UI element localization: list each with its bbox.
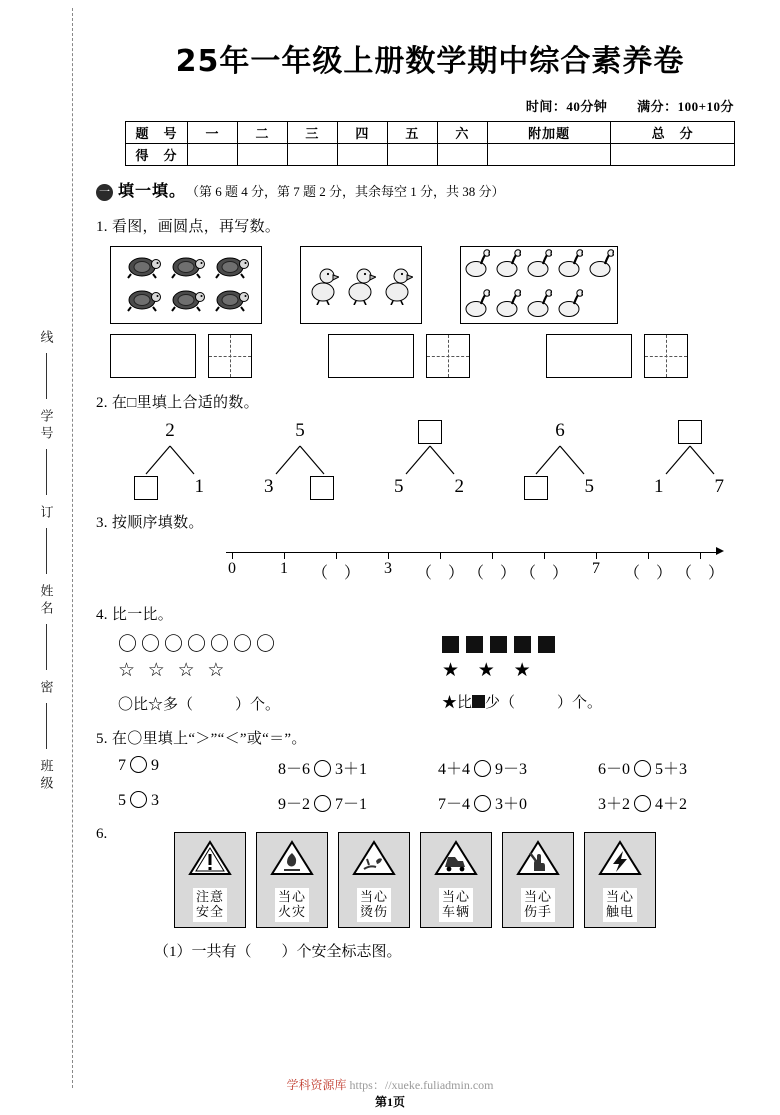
expression-item (598, 756, 758, 779)
filled-square-icon (514, 636, 531, 653)
question-3-text: 3. 按顺序填数。 (96, 515, 204, 531)
tick (336, 552, 337, 559)
expr-right: 4＋2 (655, 796, 688, 813)
sign-label (603, 888, 637, 922)
operator-circle[interactable] (314, 795, 331, 812)
side-label-3: 姓名 (38, 584, 54, 618)
circle-row: 〇〇〇〇〇〇〇 (118, 634, 280, 655)
numline-label-2[interactable]: （ ） (311, 565, 361, 582)
decomp-right-box[interactable] (310, 476, 334, 506)
duck-icon (309, 261, 339, 310)
table-row (126, 122, 735, 144)
expr-left: 3＋2 (598, 796, 631, 813)
tick (700, 552, 701, 559)
watermark (0, 1076, 780, 1093)
operator-circle[interactable] (130, 791, 147, 808)
turtle-icon (122, 286, 162, 317)
operator-circle[interactable] (634, 795, 651, 812)
sign-label-line1: 当心 (359, 890, 388, 905)
number-write-box[interactable] (644, 334, 688, 378)
expr-right: 5＋3 (655, 761, 688, 778)
fold-line (72, 8, 73, 1088)
sign-label (521, 888, 555, 922)
exam-meta (96, 96, 734, 115)
sign-label-line1: 当心 (523, 890, 552, 905)
score-cell-5[interactable] (387, 144, 437, 166)
compare-right-question (442, 691, 676, 712)
decomp-top-value: 2 (165, 420, 175, 441)
expr-left: 8－6 (278, 761, 311, 778)
expression-item (278, 791, 438, 814)
duck-picture-box (300, 246, 422, 324)
watermark-brand: 学科资源库 (286, 1078, 347, 1092)
safety-sign-1 (174, 832, 246, 928)
sign-label-line2: 安全 (195, 905, 224, 920)
expression-item (118, 791, 278, 814)
decomp-right-value: 5 (584, 476, 594, 497)
question-4-text: 4. 比一比。 (96, 607, 174, 623)
operator-circle[interactable] (314, 760, 331, 777)
compare-left-column (96, 632, 386, 714)
decomp-left-value: 5 (394, 476, 404, 497)
sign-label (439, 888, 473, 922)
expr-right: 3＋1 (335, 761, 368, 778)
turtle-icon (166, 286, 206, 317)
numline-label-8[interactable]: （ ） (623, 565, 673, 582)
goose-icon (464, 287, 490, 324)
sign-label-line2: 车辆 (441, 905, 470, 920)
turtle-icon (210, 286, 250, 317)
expression-item (438, 756, 598, 779)
answer-group-2 (328, 334, 470, 378)
goose-icon (495, 287, 521, 324)
turtle-icon (122, 253, 162, 284)
watermark-url: https：//xueke.fuliadmin.com (346, 1078, 494, 1092)
sign-label (193, 888, 227, 922)
score-col-6: 六 (437, 122, 487, 144)
score-cell-extra[interactable] (487, 144, 611, 166)
sign-label-line2: 触电 (605, 905, 634, 920)
sign-label-line2: 火灾 (277, 905, 306, 920)
section-note: （第 6 题 4 分，第 7 题 2 分，其余每空 1 分，共 38 分） (186, 184, 505, 199)
numline-label-3: 3 (384, 560, 392, 577)
warning-burn-icon (352, 839, 396, 882)
numline-label-0: 0 (228, 560, 236, 577)
sign-label-line1: 注意 (195, 890, 224, 905)
filled-square-icon (490, 636, 507, 653)
compare-left-q-post: ）个。 (235, 697, 281, 713)
question-5-text: 5. 在〇里填上“＞”“＜”或“＝”。 (96, 731, 307, 747)
tick (440, 552, 441, 559)
number-write-box[interactable] (208, 334, 252, 378)
expr-left: 7 (118, 757, 126, 774)
safety-sign-5 (502, 832, 574, 928)
expression-item (438, 791, 598, 814)
compare-left-question (118, 693, 386, 714)
safety-sign-6 (584, 832, 656, 928)
page-title: 25年一年级上册数学期中综合素养卷 (175, 44, 685, 79)
question-4-compare (96, 632, 764, 714)
goose-icon (557, 247, 583, 284)
score-col-4: 四 (337, 122, 387, 144)
answer-group-3 (546, 334, 688, 378)
sign-label-line2: 伤手 (523, 905, 552, 920)
warning-vehicle-icon (434, 839, 478, 882)
expr-right: 9－3 (495, 761, 528, 778)
score-cell-3[interactable] (287, 144, 337, 166)
numline-label-5[interactable]: （ ） (467, 565, 517, 582)
question-2-text: 2. 在□里填上合适的数。 (96, 395, 259, 411)
decomp-left-value: 1 (654, 476, 664, 497)
side-rule (46, 528, 47, 574)
tick (492, 552, 493, 559)
star-row-filled: ★ ★ ★ (442, 660, 538, 681)
expr-right: 3＋0 (495, 796, 528, 813)
filled-square-icon (442, 636, 459, 653)
score-row-label: 得 分 (126, 144, 188, 166)
decomp-left-box[interactable] (134, 476, 158, 506)
warning-hand-injury-icon (516, 839, 560, 882)
side-label-0: 线 (38, 330, 54, 347)
dot-draw-box[interactable] (328, 334, 414, 378)
tick (648, 552, 649, 559)
section-number-badge: 一 (96, 184, 113, 201)
section-title: 填一填。 (118, 183, 187, 200)
decomp-left-box[interactable] (524, 476, 548, 506)
decomp-left-value: 3 (264, 476, 274, 497)
side-rule (46, 449, 47, 495)
goose-icon (526, 247, 552, 284)
decomp-top-value: 5 (295, 420, 305, 441)
exam-total: 满分：100+10分 (637, 99, 734, 114)
decomposition-2 (246, 420, 354, 498)
side-rule (46, 624, 47, 670)
dot-draw-box[interactable] (110, 334, 196, 378)
expression-item (118, 756, 278, 779)
numline-label-4[interactable]: （ ） (415, 565, 465, 582)
question-3-number-line (96, 544, 764, 590)
question-6-number: 6. (96, 826, 108, 842)
filled-square-icon (466, 636, 483, 653)
question-2-decompositions (96, 420, 764, 498)
answer-group-1 (110, 334, 252, 378)
numline-label-1: 1 (280, 560, 288, 577)
sign-label-line1: 当心 (441, 890, 470, 905)
score-table (125, 121, 735, 166)
filled-square-icon (538, 636, 555, 653)
numline-label-7: 7 (592, 560, 600, 577)
compare-expression-row-1 (96, 756, 764, 779)
score-col-2: 二 (237, 122, 287, 144)
square-row (442, 636, 676, 653)
compare-left-q-pre: 〇比☆多（ (118, 697, 194, 713)
decomp-right-value: 1 (194, 476, 204, 497)
safety-sign-4 (420, 832, 492, 928)
question-6 (96, 826, 764, 928)
compare-expression-row-2 (96, 791, 764, 814)
decomp-top-box[interactable] (418, 420, 442, 444)
question-1-answer-boxes (96, 334, 764, 378)
arrow-right-icon (716, 547, 724, 555)
star-row-outline: ☆ ☆ ☆ ☆ (118, 660, 229, 681)
operator-circle[interactable] (634, 760, 651, 777)
decomposition-1 (116, 420, 224, 498)
score-col-3: 三 (287, 122, 337, 144)
expression-item (598, 791, 758, 814)
sign-label (357, 888, 391, 922)
question-5-rows (96, 756, 764, 814)
score-head-label: 题 号 (126, 122, 188, 144)
operator-circle[interactable] (474, 760, 491, 777)
goose-icon (557, 287, 583, 324)
score-col-1: 一 (188, 122, 238, 144)
safety-sign-3 (338, 832, 410, 928)
tick (544, 552, 545, 559)
side-rule (46, 703, 47, 749)
filled-square-icon (472, 695, 485, 708)
goose-icon (464, 247, 490, 284)
compare-right-q-pre: ★比 (442, 695, 473, 711)
goose-icon (526, 287, 552, 324)
turtle-icon (210, 253, 250, 284)
safety-sign-2 (256, 832, 328, 928)
tick (596, 552, 597, 559)
compare-right-q-post: ）个。 (557, 695, 603, 711)
warning-electric-shock-icon (598, 839, 642, 882)
operator-circle[interactable] (130, 756, 147, 773)
expr-right: 9 (151, 757, 159, 774)
compare-right-column (386, 632, 676, 714)
expression-item (278, 756, 438, 779)
score-cell-4[interactable] (337, 144, 387, 166)
numline-label-6[interactable]: （ ） (519, 565, 569, 582)
sign-label-line1: 当心 (277, 890, 306, 905)
numline-label-9[interactable]: （ ） (675, 565, 725, 582)
goose-picture-box (460, 246, 618, 324)
number-write-box[interactable] (426, 334, 470, 378)
expr-left: 4＋4 (438, 761, 471, 778)
score-col-extra: 附加题 (487, 122, 611, 144)
score-cell-total[interactable] (611, 144, 735, 166)
compare-right-q-mid: 少（ (485, 695, 516, 711)
tick (232, 552, 233, 559)
warning-fire-icon (270, 839, 314, 882)
table-row (126, 144, 735, 166)
expr-right: 7－1 (335, 796, 368, 813)
score-cell-2[interactable] (237, 144, 287, 166)
sign-label-line1: 当心 (605, 890, 634, 905)
safety-signs (122, 832, 656, 928)
question-6-sub-1: （1）一共有（ ）个安全标志图。 (154, 944, 402, 960)
question-1-pictures (96, 246, 764, 324)
sign-label (275, 888, 309, 922)
side-label-2: 订 (38, 505, 54, 522)
decomposition-5 (636, 420, 744, 498)
sign-label-line2: 烫伤 (359, 905, 388, 920)
goose-icon (588, 247, 614, 284)
duck-icon (346, 261, 376, 310)
exam-time: 时间：40分钟 (525, 99, 608, 114)
number-line-axis (226, 552, 718, 553)
side-label-5: 班级 (38, 759, 54, 793)
side-label-4: 密 (38, 680, 54, 697)
decomposition-4 (506, 420, 614, 498)
expr-left: 7－4 (438, 796, 471, 813)
dot-draw-box[interactable] (546, 334, 632, 378)
warning-exclamation-icon (188, 839, 232, 882)
page-number: 第1页 (374, 1095, 405, 1109)
duck-icon (383, 261, 413, 310)
tick (388, 552, 389, 559)
exam-content (96, 14, 764, 961)
turtle-icon (166, 253, 206, 284)
side-label-1: 学号 (38, 409, 54, 443)
section-header (96, 178, 764, 202)
expr-left: 9－2 (278, 796, 311, 813)
expr-right: 3 (151, 792, 159, 809)
score-col-total: 总 分 (611, 122, 735, 144)
side-rule (46, 353, 47, 399)
expr-left: 6－0 (598, 761, 631, 778)
decomp-top-value: 6 (555, 420, 565, 441)
decomp-top-box[interactable] (678, 420, 702, 444)
score-cell-1[interactable] (188, 144, 238, 166)
decomposition-3 (376, 420, 484, 498)
decomp-right-value: 2 (454, 476, 464, 497)
operator-circle[interactable] (474, 795, 491, 812)
score-col-5: 五 (387, 122, 437, 144)
turtle-picture-box (110, 246, 262, 324)
tick (284, 552, 285, 559)
goose-icon (495, 247, 521, 284)
decomp-right-value: 7 (714, 476, 724, 497)
expr-left: 5 (118, 792, 126, 809)
score-cell-6[interactable] (437, 144, 487, 166)
side-labels (24, 330, 68, 793)
question-1-text: 1. 看图，画圆点，再写数。 (96, 219, 281, 235)
